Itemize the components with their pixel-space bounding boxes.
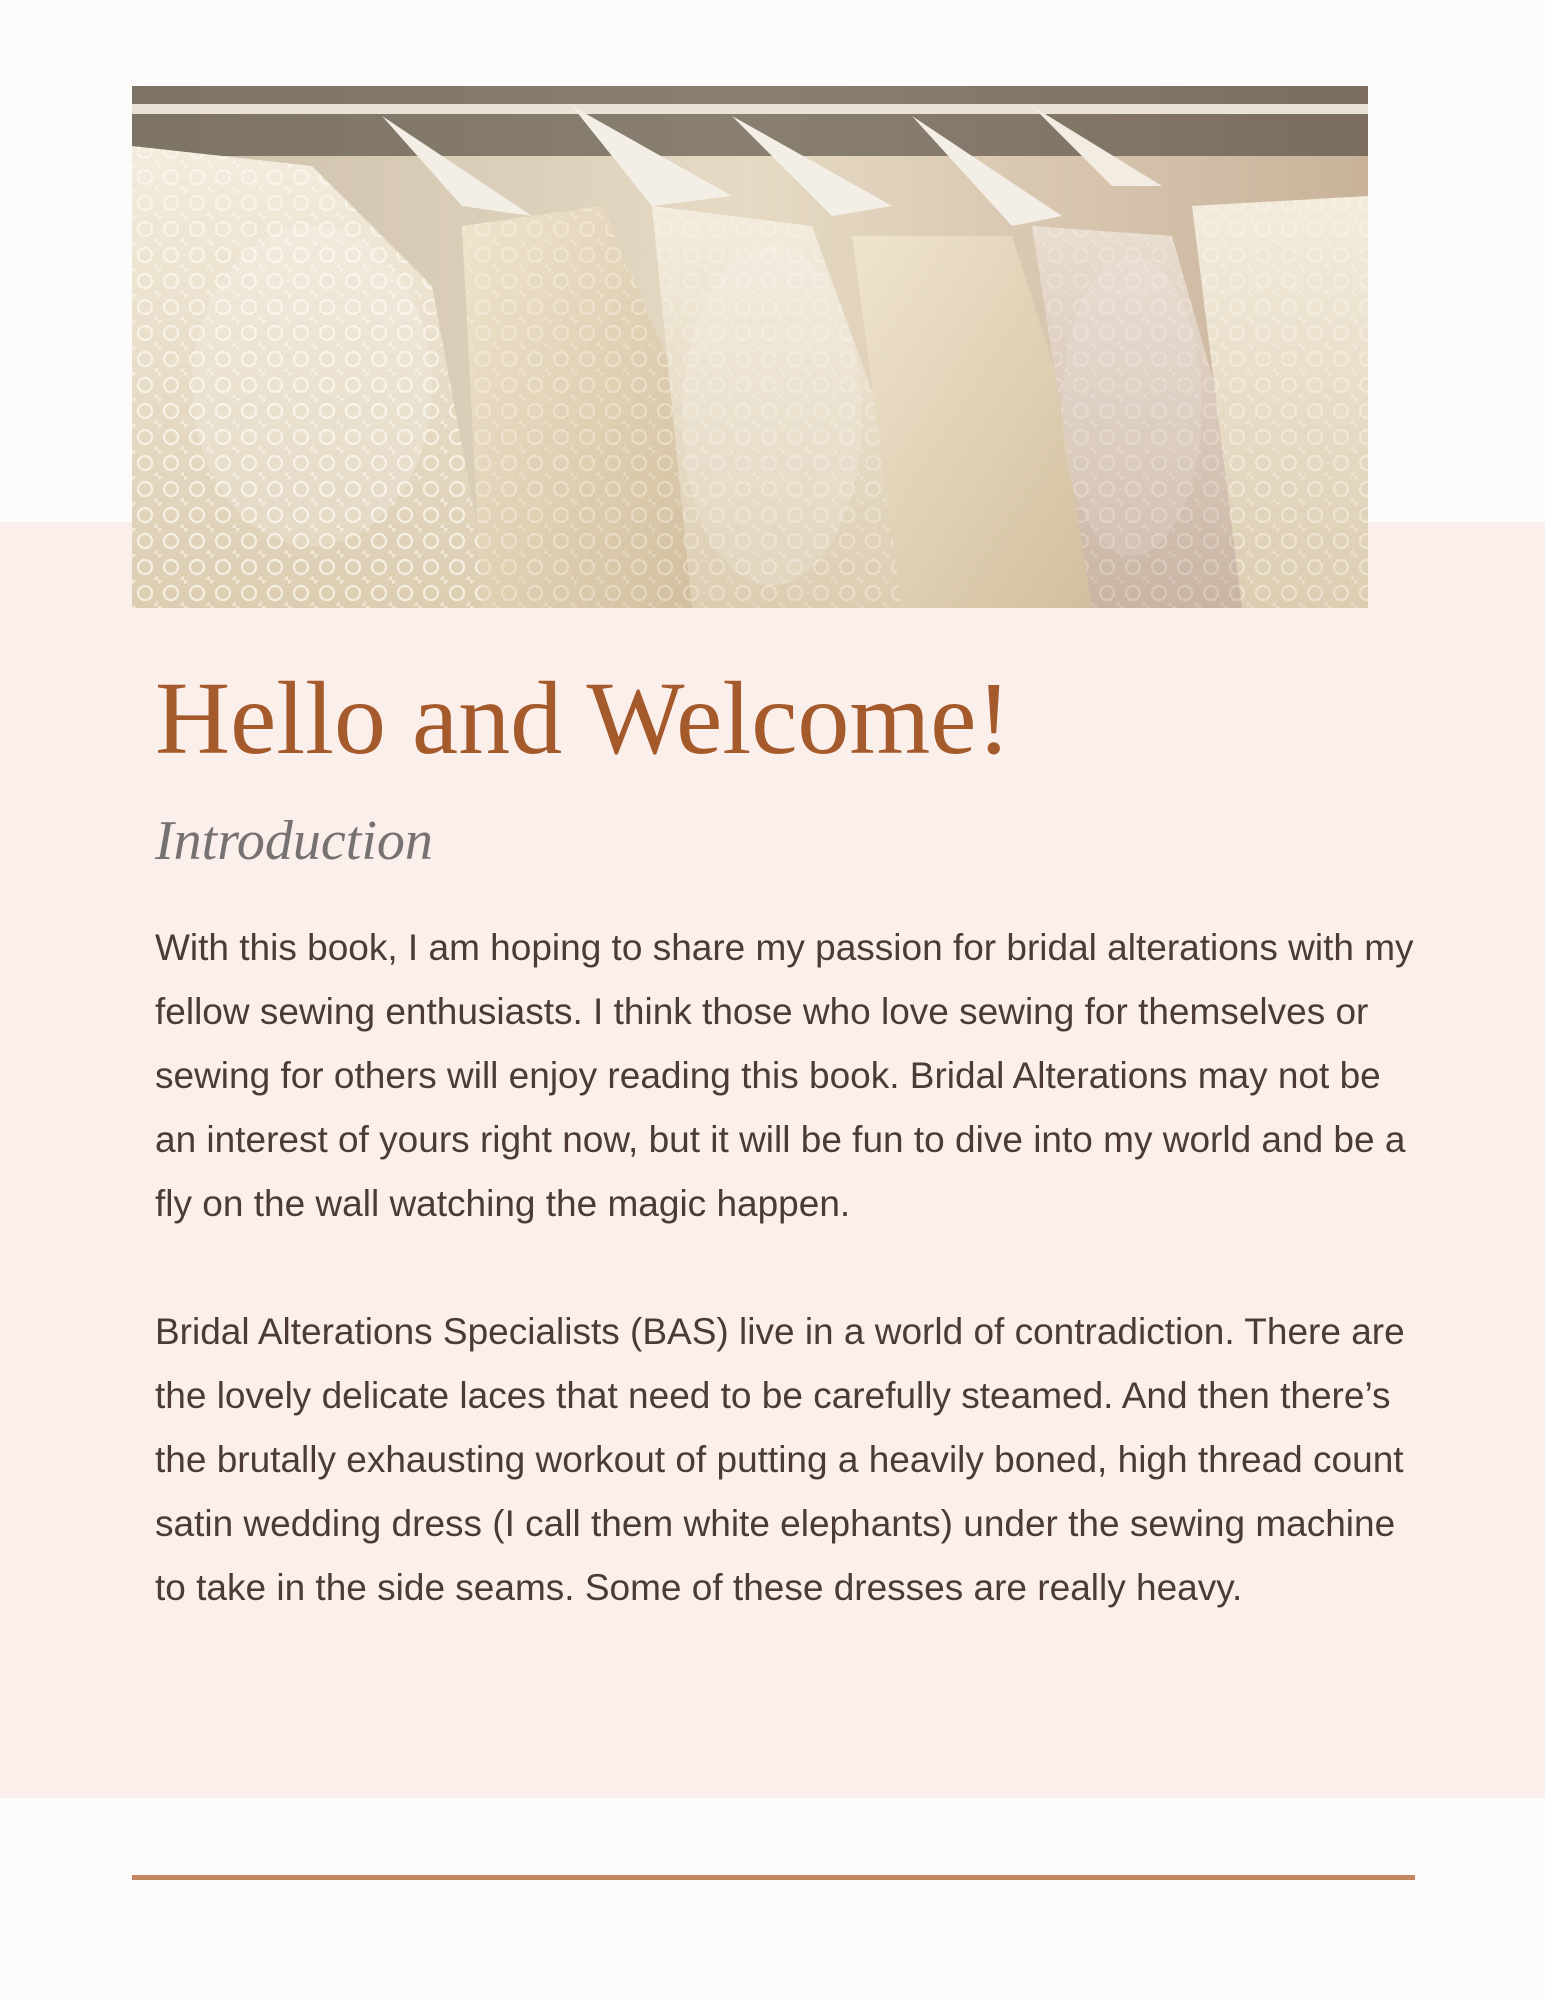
page-title: Hello and Welcome! xyxy=(155,661,1012,776)
paragraph: Bridal Alterations Specialists (BAS) live in a world of contradiction. There are the lovely delicate laces that need to be carefully steamed. And then there’s the brutally exhausting workout of putting a heavily boned, high thread count satin wedding dress (I call them white elephants) under the sewing machine to take in the side seams. Some of these dresses are really heavy. xyxy=(155,1311,1405,1608)
section-subtitle: Introduction xyxy=(155,810,433,872)
footer-divider xyxy=(132,1875,1415,1880)
hero-image-wedding-dresses xyxy=(132,86,1368,608)
body-text xyxy=(155,916,1425,1620)
paragraph: With this book, I am hoping to share my passion for bridal alterations with my fellow sewing enthusiasts. I think those who love sewing for themselves or sewing for others will enjoy reading this book. Bridal Alterations may not be an interest of yours right now, but it will be fun to dive into my world and be a fly on the wall watching the magic happen. xyxy=(155,927,1414,1224)
